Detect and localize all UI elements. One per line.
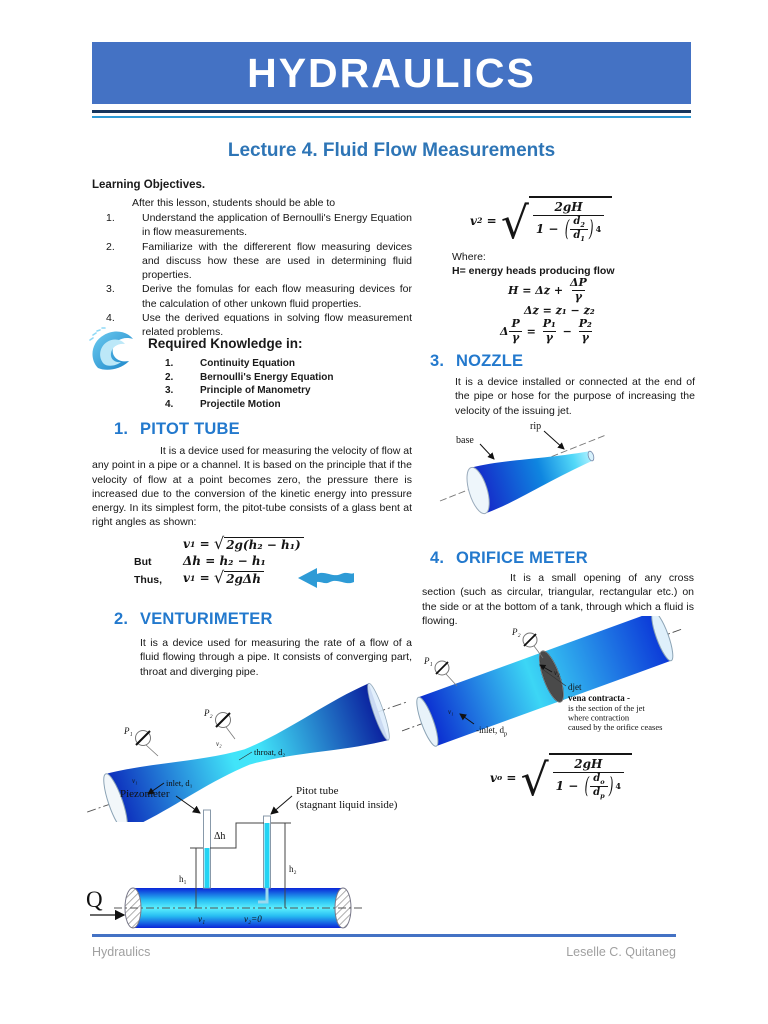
item-text: Understand the application of Bernoulli's Energy Equation in flow measurements.	[142, 212, 412, 239]
banner	[92, 42, 691, 104]
eq-numerator: P₁	[542, 317, 556, 330]
piezometer-label: Piezometer	[120, 788, 170, 800]
h1-label: h₁	[179, 874, 187, 884]
orifice-paragraph: It is a small opening of any cross section (such as circular, triangular, rectangular etc.) on the side or at the bottom of a tank, through which a fluid is flowing.	[422, 572, 694, 627]
pitot-equation-2: Δh = h₂ − h₁	[183, 554, 266, 568]
eq-denominator: γ	[579, 331, 592, 345]
learning-objectives-heading: Learning Objectives.	[92, 179, 206, 191]
eq-sub: o	[600, 777, 605, 786]
radicand: 2g(h₂ − h₁)	[224, 537, 303, 552]
eq-denominator: γ	[543, 331, 556, 345]
item-text: Derive the fomulas for each flow measuring devices for the calculation of other unkown fluid properties.	[142, 283, 412, 310]
pitot-pipe-diagram	[78, 783, 448, 935]
list-item	[92, 384, 412, 398]
section-title: PITOT TUBE	[140, 420, 240, 438]
orifice-p1-label: P₁	[424, 656, 433, 666]
section-title: VENTURIMETER	[140, 610, 273, 628]
venturi-throat-label: throat, d₂	[254, 747, 286, 757]
eq-denominator: γ	[509, 331, 522, 345]
venturimeter-paragraph: It is a device used for measuring the rate of a flow of a fluid flowing through a pipe. It consists of converging part, throat and diverging pipe.	[140, 637, 412, 678]
required-knowledge-heading: Required Knowledge in:	[148, 336, 303, 351]
footer-rule	[92, 934, 676, 937]
orifice-vena-title: vena contracta -	[568, 693, 630, 703]
list-item	[92, 240, 412, 283]
radical-sign: √	[213, 534, 225, 553]
radical-sign: √	[520, 754, 549, 806]
section-title: NOZZLE	[456, 352, 524, 370]
eq-sub: 1	[189, 573, 196, 583]
venturi-velocity-equation	[470, 196, 612, 249]
section-heading-pitot	[114, 420, 240, 439]
venturi-v1-label: v₁	[132, 777, 138, 785]
wavy-left-arrow-icon	[296, 566, 356, 590]
page-title: Lecture 4. Fluid Flow Measurements	[227, 140, 556, 161]
orifice-inlet-text: -inlet, d	[476, 725, 504, 735]
nozzle-base-label: base	[456, 435, 474, 446]
eq-sign: =	[199, 537, 210, 552]
item-number: 4.	[165, 398, 174, 410]
pitot-equation-1	[183, 536, 304, 552]
paren: (	[564, 214, 570, 242]
nozzle-paragraph: It is a device installed or connected at the end of the pipe or hose for the purpose of increasing the velocity of the issuing jet.	[455, 376, 695, 417]
delta-h-label: Δh	[214, 831, 226, 842]
learning-objectives-intro: After this lesson, students should be able to	[132, 197, 336, 209]
paren: )	[608, 771, 614, 799]
eq-sign: =	[526, 324, 536, 338]
eq-delta: Δ	[500, 324, 509, 338]
radicand: 2gΔh	[224, 571, 264, 586]
banner-title: HYDRAULICS	[247, 49, 536, 96]
section-heading-venturimeter	[114, 610, 273, 629]
orifice-djet-label: djet	[568, 682, 582, 692]
orifice-p2-label: P₂	[512, 627, 521, 637]
eq-numerator: P	[511, 317, 520, 330]
footer	[92, 945, 676, 959]
section-number: 2.	[114, 610, 129, 628]
eq-lhs: H = Δz +	[508, 283, 564, 297]
eq-d: d	[593, 772, 601, 784]
but-label: But	[134, 556, 152, 568]
item-text: Bernoulli's Energy Equation	[200, 371, 334, 383]
radical-sign: √	[500, 197, 529, 249]
banner-rule-light	[92, 116, 691, 118]
paren: (	[584, 771, 590, 799]
item-number: 2.	[165, 371, 174, 383]
item-number: 2.	[106, 240, 115, 253]
eq-sign: =	[486, 213, 497, 228]
h-definition: H= energy heads producing flow	[452, 265, 615, 277]
orifice-inlet-label	[476, 725, 507, 738]
section-number: 3.	[430, 352, 445, 370]
nozzle-diagram	[428, 417, 686, 549]
section-heading-nozzle	[430, 352, 523, 371]
banner-rule-dark	[92, 110, 691, 113]
item-text: Principle of Manometry	[200, 385, 311, 396]
eq-sub: 1	[189, 539, 196, 549]
eq-numerator: 2gH	[574, 757, 603, 771]
section-number: 4.	[430, 549, 445, 567]
pitot-tube-label: Pitot tube	[296, 785, 339, 797]
item-text: Projectile Motion	[200, 398, 281, 410]
eq-numerator: P₂	[578, 317, 592, 330]
venturi-inlet-label: inlet, d₁	[166, 778, 193, 788]
eq-sub: o	[496, 773, 503, 783]
h-equation	[508, 277, 590, 303]
venturi-p2-label: P₂	[204, 708, 213, 718]
v2-label: v₂=0	[244, 914, 262, 924]
where-label: Where:	[452, 251, 486, 263]
orifice-inlet-sub: p	[504, 730, 508, 738]
item-text: Familiarize with the differerent flow measuring devices and discuss how these are used in determining fluid properties.	[142, 240, 412, 282]
eq-exponent: 4	[615, 781, 621, 792]
eq-sign: −	[562, 324, 572, 338]
h2-label: h₂	[289, 864, 297, 874]
eq-d: d	[593, 787, 601, 799]
eq-sign: =	[506, 770, 517, 785]
orifice-diagram	[402, 616, 764, 752]
section-title: ORIFICE METER	[456, 549, 588, 567]
radical-sign: √	[213, 568, 225, 587]
list-item	[92, 371, 412, 385]
eq-d: d	[573, 230, 581, 242]
list-item	[92, 282, 412, 311]
eq-var: v	[470, 213, 477, 228]
dp-equation	[500, 318, 595, 344]
footer-author-name: Leselle C. Quitaneg	[566, 945, 676, 959]
section-number: 1.	[114, 420, 129, 438]
eq-var: v	[490, 770, 497, 785]
orifice-vena-line1: is the section of the jet	[568, 703, 645, 713]
learning-objectives-list	[92, 211, 412, 340]
eq-sign: =	[199, 571, 210, 586]
eq-var: v	[183, 571, 190, 586]
orifice-vena-line2: where contraction	[568, 712, 630, 723]
footer-course-name: Hydraulics	[92, 945, 151, 959]
required-knowledge-list	[92, 357, 412, 411]
item-number: 3.	[165, 385, 174, 396]
eq-var: v	[183, 537, 190, 552]
eq-term: 1 −	[555, 778, 579, 793]
eq-numerator: ΔP	[569, 276, 587, 289]
venturi-v2-label: v₂	[216, 740, 222, 748]
q-label: Q	[86, 887, 103, 912]
section-heading-orifice	[430, 549, 588, 568]
eq-sub: p	[600, 792, 605, 801]
list-item	[92, 398, 412, 412]
eq-sub: 2	[580, 220, 585, 229]
venturi-p1-label: P₁	[124, 726, 133, 736]
item-number: 4.	[106, 312, 115, 325]
item-number: 1.	[165, 358, 174, 369]
eq-term: 1 −	[535, 221, 559, 236]
list-item	[92, 211, 412, 240]
dz-equation: Δz = z₁ − z₂	[524, 304, 595, 317]
eq-sub: 2	[476, 216, 483, 226]
list-item	[92, 357, 412, 371]
orifice-v1-label: v₁	[448, 708, 454, 716]
thus-label: Thus,	[134, 574, 162, 586]
item-number: 1.	[106, 212, 115, 224]
paren: )	[588, 214, 594, 242]
eq-exponent: 4	[595, 224, 602, 235]
eq-d: d	[573, 215, 581, 227]
eq-numerator: 2gH	[554, 200, 583, 214]
item-text: Use the derived equations in solving flow measurement related problems.	[142, 312, 412, 339]
pitot-paragraph: It is a device used for measuring the velocity of flow at any point in a pipe or a channel. It is based on the principle that if the velocity of flow at a point becomes zero, the pressure there is increased due to the conversion of the kinetic energy into pressure energy. In its simplest form, the pitot-tube consists of a glass bent at right angles as shown:	[92, 445, 412, 529]
item-text: Continuity Equation	[200, 358, 295, 369]
orifice-velocity-equation	[490, 753, 632, 806]
orifice-vena-line3: caused by the orifice ceases	[568, 722, 663, 732]
nozzle-rip-label: rip	[530, 421, 542, 432]
v1-label: v₁	[198, 914, 206, 924]
eq-denominator: γ	[572, 290, 585, 304]
orifice-v2-label: v₂	[554, 669, 560, 677]
pitot-tube-sublabel: (stagnant liquid inside)	[296, 799, 398, 811]
item-number: 3.	[106, 283, 115, 296]
eq-sub: 1	[580, 235, 585, 244]
pitot-equation-3	[183, 570, 264, 586]
